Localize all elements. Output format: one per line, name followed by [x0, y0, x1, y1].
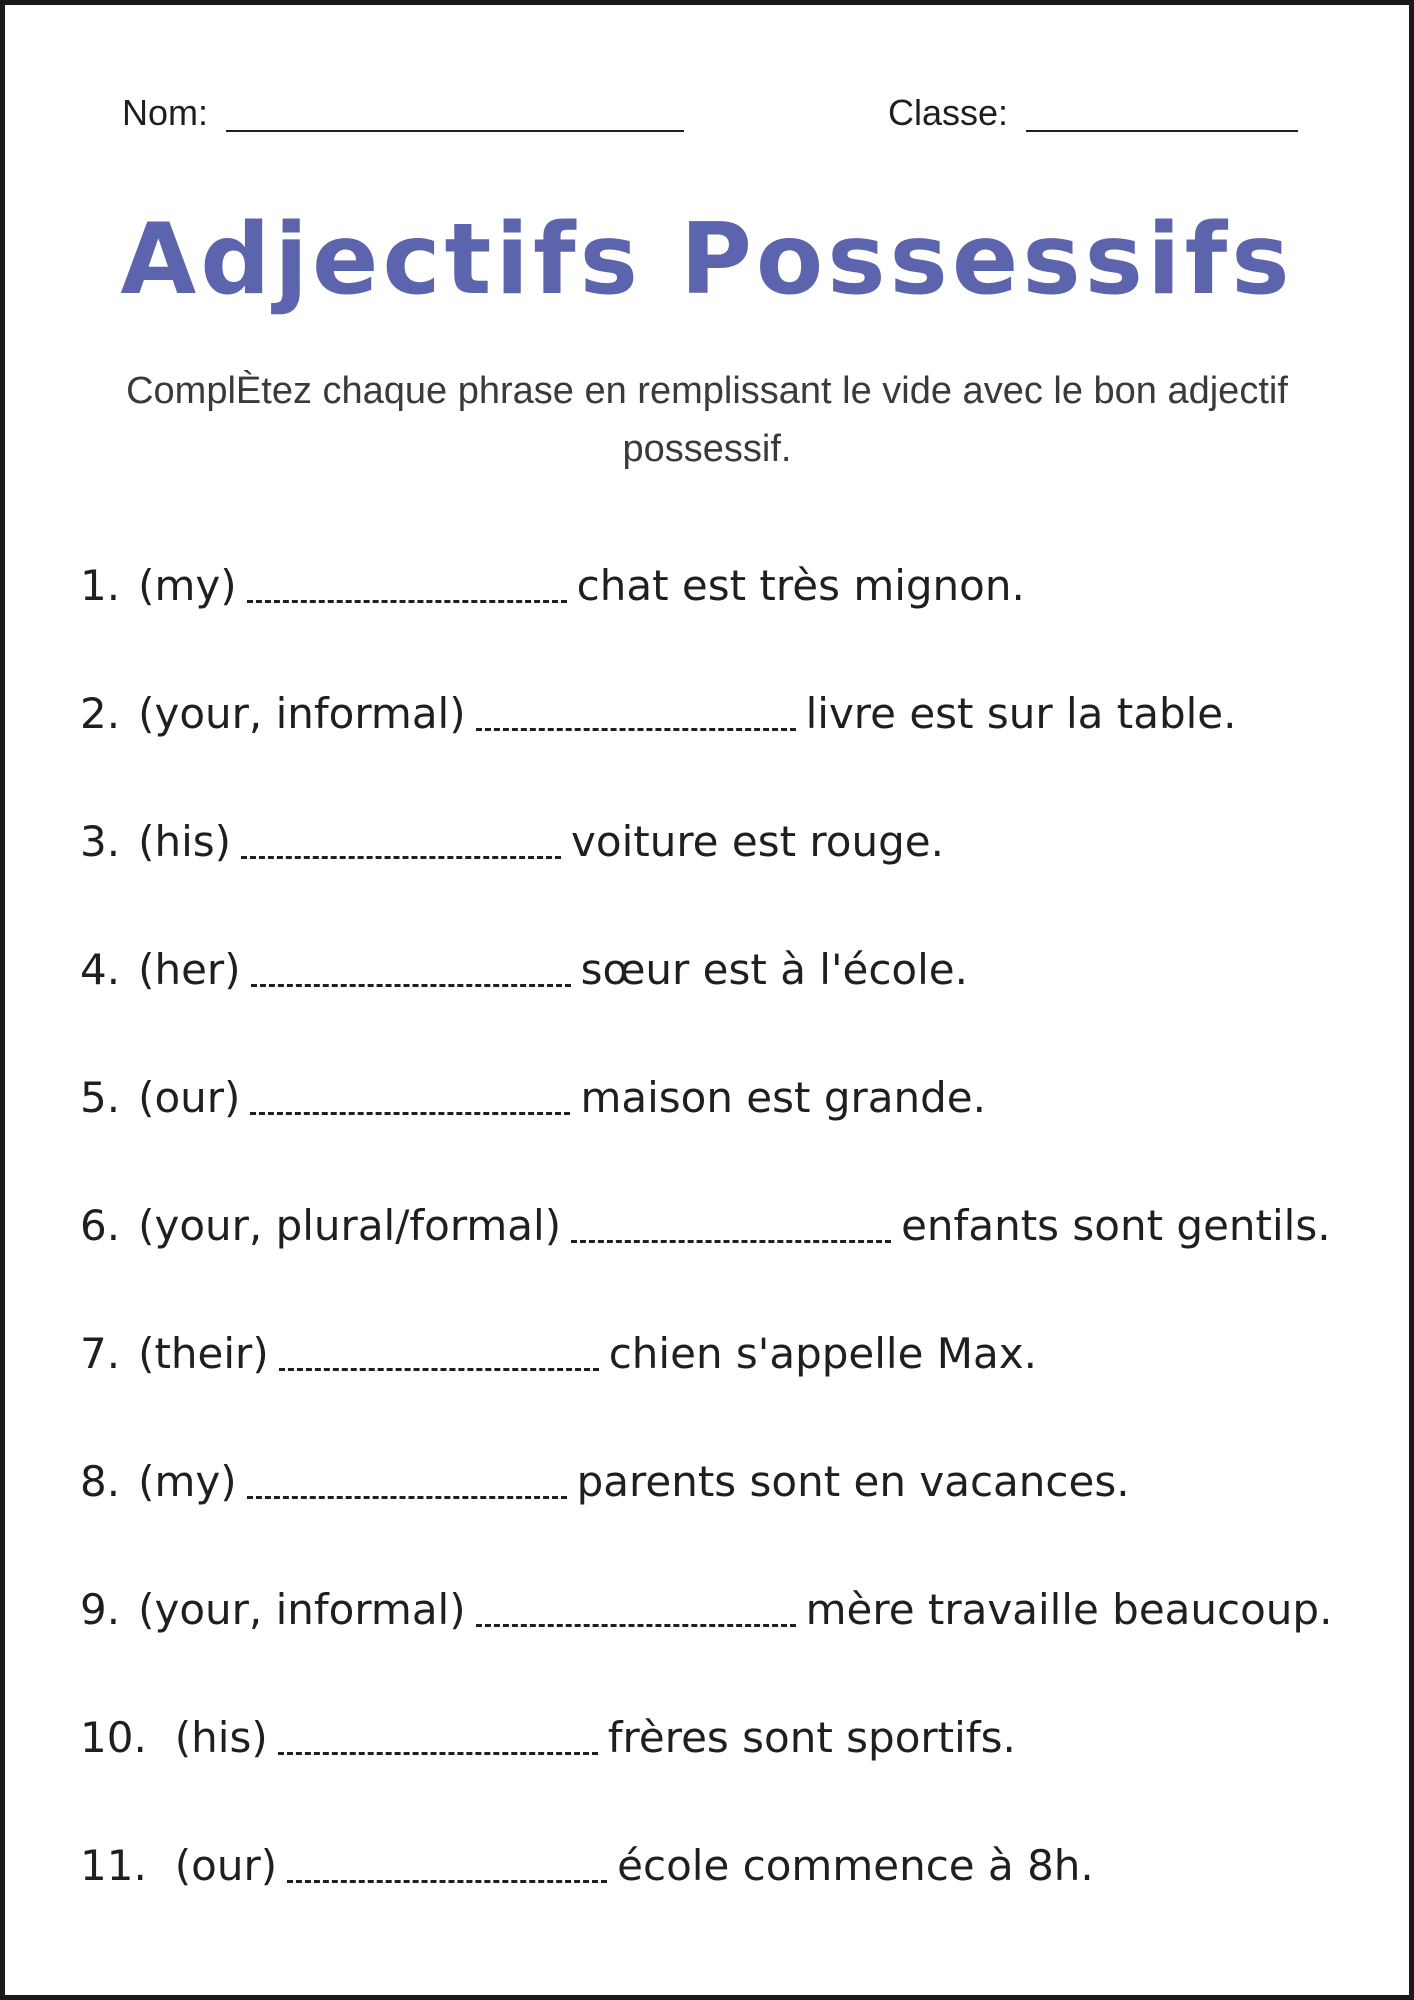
header-row: [0, 88, 1414, 138]
exercise-item: [80, 940, 1340, 1068]
class-label: Classe:: [888, 92, 1009, 133]
exercise-number: 1.: [80, 561, 121, 610]
exercise-item: [80, 1068, 1340, 1196]
exercise-number: 11.: [80, 1841, 147, 1890]
exercise-sentence: sœur est à l'école.: [580, 945, 968, 994]
answer-blank[interactable]: [476, 1580, 796, 1627]
exercise-number: 9.: [80, 1585, 121, 1634]
exercise-hint: (their): [138, 1329, 269, 1378]
class-input-line[interactable]: [1026, 130, 1298, 132]
exercise-sentence: frères sont sportifs.: [607, 1713, 1016, 1762]
worksheet-title: Adjectifs Possessifs: [120, 203, 1294, 317]
answer-blank[interactable]: [251, 940, 571, 987]
exercise-sentence: parents sont en vacances.: [576, 1457, 1130, 1506]
answer-blank[interactable]: [476, 684, 796, 731]
answer-blank[interactable]: [241, 812, 561, 859]
exercise-sentence: maison est grande.: [580, 1073, 986, 1122]
class-field: [888, 88, 1298, 138]
exercise-item: [80, 556, 1340, 684]
instructions: ComplÈtez chaque phrase en remplissant le vide avec le bon adjectif possessif.: [126, 370, 1288, 470]
name-label: Nom:: [122, 92, 209, 133]
exercise-number: 7.: [80, 1329, 121, 1378]
exercise-hint: (your, plural/formal): [138, 1201, 562, 1250]
exercise-hint: (her): [138, 945, 241, 994]
exercise-sentence: chien s'appelle Max.: [608, 1329, 1037, 1378]
exercise-number: 2.: [80, 689, 121, 738]
exercise-sentence: livre est sur la table.: [805, 689, 1237, 738]
exercise-item: [80, 1580, 1340, 1708]
exercise-item: [80, 1196, 1340, 1324]
exercise-hint: (our): [138, 1073, 241, 1122]
exercise-item: [80, 1836, 1340, 1964]
exercise-number: 5.: [80, 1073, 121, 1122]
exercise-sentence: voiture est rouge.: [571, 817, 944, 866]
exercise-hint: (my): [138, 1457, 237, 1506]
exercise-hint: (my): [138, 561, 237, 610]
exercise-hint: (your, informal): [138, 689, 466, 738]
answer-blank[interactable]: [287, 1836, 607, 1883]
exercise-item: [80, 812, 1340, 940]
answer-blank[interactable]: [571, 1196, 891, 1243]
exercise-hint: (your, informal): [138, 1585, 466, 1634]
exercise-list: [80, 556, 1340, 1964]
answer-blank[interactable]: [250, 1068, 570, 1115]
exercise-item: [80, 1708, 1340, 1836]
exercise-hint: (his): [138, 817, 232, 866]
name-input-line[interactable]: [226, 130, 684, 132]
answer-blank[interactable]: [247, 1452, 567, 1499]
answer-blank[interactable]: [279, 1324, 599, 1371]
exercise-number: 10.: [80, 1713, 147, 1762]
exercise-sentence: enfants sont gentils.: [901, 1201, 1331, 1250]
exercise-sentence: mère travaille beaucoup.: [805, 1585, 1333, 1634]
exercise-sentence: école commence à 8h.: [617, 1841, 1094, 1890]
name-field: [122, 88, 684, 138]
exercise-item: [80, 1324, 1340, 1452]
exercise-hint: (our): [174, 1841, 278, 1890]
exercise-number: 3.: [80, 817, 121, 866]
exercise-item: [80, 684, 1340, 812]
answer-blank[interactable]: [278, 1708, 598, 1755]
exercise-item: [80, 1452, 1340, 1580]
exercise-hint: (his): [174, 1713, 268, 1762]
exercise-number: 4.: [80, 945, 121, 994]
answer-blank[interactable]: [247, 556, 567, 603]
exercise-number: 8.: [80, 1457, 121, 1506]
exercise-sentence: chat est très mignon.: [576, 561, 1025, 610]
exercise-number: 6.: [80, 1201, 121, 1250]
